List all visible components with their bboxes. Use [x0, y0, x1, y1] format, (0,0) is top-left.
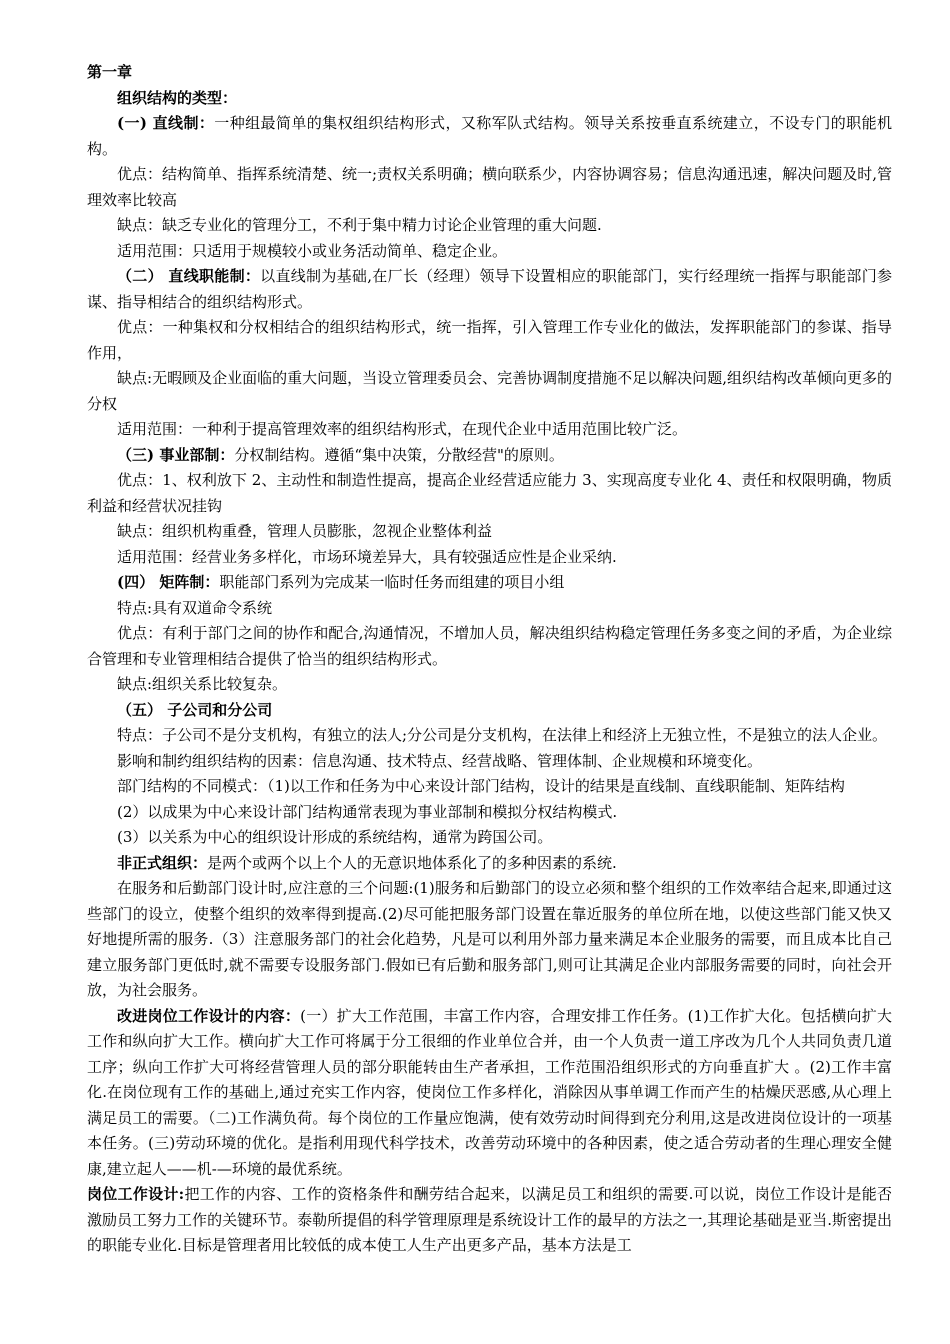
paragraph: (2）以成果为中心来设计部门结构通常表现为事业部制和模拟分权结构模式. [117, 802, 618, 821]
paragraph: 优点：一种集权和分权相结合的组织结构形式，统一指挥，引入管理工作专业化的做法，发挥职能部门的参谋、指导作用， [87, 318, 892, 362]
paragraph: 在服务和后勤部门设计时,应注意的三个问题:(1)服务和后勤部门的设立必须和整个组织的工作效率结合起来,即通过这些部门的设立，使整个组织的效率得到提高.(2)尽可能把服务部门设置在靠近服务的单位所在地，以使这些部门能又快又好地提所需的服务.（3）注意服务部门的社会化趋势，凡是可以利用外部力量来满足本企业服务的需要，而且成本比自己建立服务部门更低时,就不需要专设服务部门.假如已有后勤和服务部门,则可让其满足企业内部服务需要的同时，向社会开放，为社会服务。 [87, 879, 892, 999]
paragraph-text: 职能部门系列为完成某一临时任务而组建的项目小组 [219, 573, 565, 591]
paragraph: 适用范围：经营业务多样化，市场环境差异大，具有较强适应性是企业采纳. [117, 547, 617, 566]
paragraph: 特点:具有双道命令系统 [117, 598, 273, 617]
paragraph: 缺点：组织机构重叠，管理人员膨胀，忽视企业整体利益 [117, 522, 493, 540]
paragraph [87, 1004, 892, 1183]
paragraph: (3）以关系为中心的组织设计形成的系统结构，通常为跨国公司。 [117, 828, 553, 846]
chapter-title: 第一章 [87, 63, 133, 81]
document-page [87, 60, 892, 1259]
paragraph [87, 443, 892, 469]
paragraph-lead: 岗位工作设计: [87, 1185, 185, 1203]
paragraph-lead: （二） 直线职能制： [117, 267, 261, 285]
paragraph: 特点：子公司不是分支机构，有独立的法人;分公司是分支机构，在法律上和经济上无独立性，不是独立的法人企业。 [117, 726, 888, 744]
paragraph: 优点：有利于部门之间的协作和配合,沟通情况，不增加人员，解决组织结构稳定管理任务多变之间的矛盾，为企业综合管理和专业管理相结合提供了恰当的组织结构形式。 [87, 624, 892, 668]
paragraph-text: 以直线制为基础,在厂长（经理）领导下设置相应的职能部门，实行经理统一指挥与职能部门参谋、指导相结合的组织结构形式。 [87, 267, 892, 311]
section-heading: 组织结构的类型： [117, 88, 238, 107]
paragraph [87, 111, 892, 162]
paragraph-text: 分权制结构。遵循“集中决策，分散经营"的原则。 [234, 445, 564, 464]
paragraph-text: 把工作的内容、工作的资格条件和酬劳结合起来，以满足员工和组织的需要.可以说，岗位工作设计是能否激励员工努力工作的关键环节。泰勒所提倡的科学管理原理是系统设计工作的最早的方法之一,其理论基础是亚当.斯密提出的职能专业化.目标是管理者用比较低的成本使工人生产出更多产品，基本方法是工 [87, 1185, 892, 1254]
paragraph: 影响和制约组织结构的因素：信息沟通、技术特点、经营战略、管理体制、企业规模和环境变化。 [117, 751, 763, 770]
paragraph [87, 1182, 892, 1259]
paragraph [87, 570, 892, 596]
paragraph-lead: （三) 事业部制： [117, 445, 235, 464]
paragraph [87, 698, 892, 724]
paragraph: 缺点:组织关系比较复杂。 [117, 675, 288, 693]
paragraph-lead: (一) 直线制： [117, 114, 215, 132]
paragraph: 优点：结构简单、指挥系统清楚、统一;责权关系明确；横向联系少，内容协调容易；信息沟通迅速，解决问题及时,管理效率比较高 [87, 165, 892, 209]
paragraph-lead: 改进岗位工作设计的内容： [117, 1006, 301, 1025]
paragraph-lead: （五） 子公司和分公司 [117, 700, 273, 719]
paragraph: 适用范围：一种利于提高管理效率的组织结构形式，在现代企业中适用范围比较广泛。 [117, 420, 688, 438]
paragraph-lead: (四） 矩阵制： [117, 573, 220, 591]
paragraph: 优点：1、权利放下 2、主动性和制造性提高，提高企业经营适应能力 3、实现高度专业化 4、责任和权限明确，物质利益和经营状况挂钩 [87, 471, 892, 515]
paragraph [87, 264, 892, 315]
paragraph: 缺点：缺乏专业化的管理分工，不利于集中精力讨论企业管理的重大问题. [117, 216, 602, 234]
paragraph-text: (一）扩大工作范围，丰富工作内容，合理安排工作任务。(1)工作扩大化。包括横向扩大工作和纵向扩大工作。横向扩大工作可将属于分工很细的作业单位合并，由一个人负责一道工序改为几个人共同负责几道工序；纵向工作扩大可将经营管理人员的部分职能转由生产者承担，工作范围沿组织形式的方向垂直扩大 。(2)工作丰富化.在岗位现有工作的基础上,通过充实工作内容，使岗位工作多样化，消除因从事单调工作而产生的枯燥厌恶感,从心理上满足员工的需要。（二)工作满负荷。每个岗位的工作量应饱满，使有效劳动时间得到充分利用,这是改进岗位设计的一项基本任务。(三)劳动环境的优化。是指利用现代科学技术，改善劳动环境中的各种因素，使之适合劳动者的生理心理安全健康,建立起人——机-—环境的最优系统。 [87, 1006, 892, 1178]
paragraph-lead: 非正式组织： [117, 853, 208, 872]
paragraph: 适用范围：只适用于规模较小或业务活动简单、稳定企业。 [117, 241, 508, 260]
paragraph-text: 是两个或两个以上个人的无意识地体系化了的多种因素的系统. [207, 853, 617, 872]
paragraph: 部门结构的不同模式：（1)以工作和任务为中心来设计部门结构，设计的结果是直线制、直线职能制、矩阵结构 [117, 777, 845, 795]
paragraph [87, 851, 892, 877]
paragraph-text: 一种组最简单的集权组织结构形式，又称军队式结构。领导关系按垂直系统建立，不设专门的职能机构。 [87, 114, 892, 158]
paragraph: 缺点:无暇顾及企业面临的重大问题，当设立管理委员会、完善协调制度措施不足以解决问题,组织结构改革倾向更多的分权 [87, 369, 892, 413]
